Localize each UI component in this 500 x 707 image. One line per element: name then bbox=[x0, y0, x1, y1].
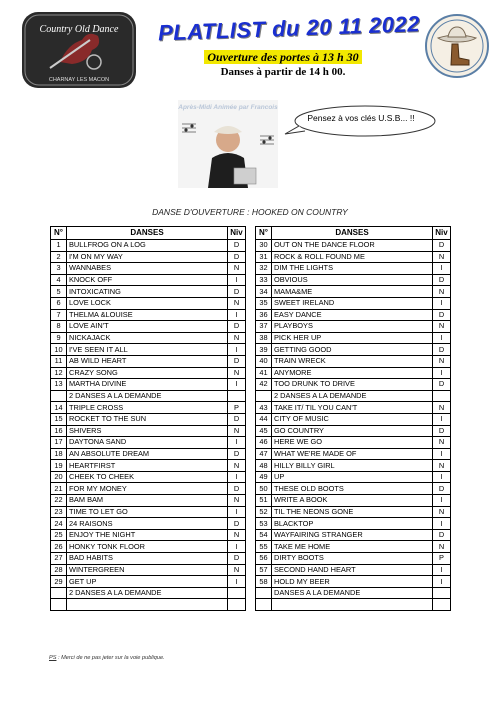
dance-name: WANNABES bbox=[67, 263, 228, 275]
dance-level: N bbox=[433, 460, 451, 472]
table-row bbox=[256, 263, 451, 275]
dance-name: BAM BAM bbox=[67, 495, 228, 507]
dance-number: 34 bbox=[256, 286, 272, 298]
dance-name: TAKE IT/ TIL YOU CAN'T bbox=[272, 402, 433, 414]
dance-level: N bbox=[228, 529, 246, 541]
dance-level: D bbox=[228, 251, 246, 263]
dance-number: 56 bbox=[256, 553, 272, 565]
dance-name: EASY DANCE bbox=[272, 309, 433, 321]
dance-level: N bbox=[433, 506, 451, 518]
dance-name: FOR MY MONEY bbox=[67, 483, 228, 495]
table-row bbox=[256, 402, 451, 414]
bubble-text: Pensez à vos clés U.S.B... !! bbox=[307, 113, 415, 123]
dance-number: 5 bbox=[51, 286, 67, 298]
dance-number: 6 bbox=[51, 297, 67, 309]
dance-level: N bbox=[228, 495, 246, 507]
dance-name: ROCKET TO THE SUN bbox=[67, 413, 228, 425]
logo-title: Country Old Dance bbox=[39, 24, 119, 35]
dance-level bbox=[433, 599, 451, 611]
dance-level: D bbox=[228, 413, 246, 425]
dance-number: 31 bbox=[256, 251, 272, 263]
dance-name: CHEEK TO CHEEK bbox=[67, 471, 228, 483]
table-row bbox=[256, 587, 451, 599]
table-row bbox=[256, 495, 451, 507]
dance-number: 54 bbox=[256, 529, 272, 541]
table-row bbox=[256, 425, 451, 437]
dance-name: GETTING GOOD bbox=[272, 344, 433, 356]
dance-level: I bbox=[433, 448, 451, 460]
dance-number: 49 bbox=[256, 471, 272, 483]
dance-number: 25 bbox=[51, 529, 67, 541]
dance-name: PICK HER UP bbox=[272, 332, 433, 344]
table-row bbox=[256, 274, 451, 286]
dance-name: WINTERGREEN bbox=[67, 564, 228, 576]
table-row bbox=[51, 471, 246, 483]
table-row bbox=[256, 297, 451, 309]
dance-number: 51 bbox=[256, 495, 272, 507]
table-row bbox=[51, 240, 246, 252]
dance-number: 53 bbox=[256, 518, 272, 530]
table-row bbox=[51, 309, 246, 321]
table-header bbox=[256, 227, 451, 240]
dance-number: 40 bbox=[256, 355, 272, 367]
table-row bbox=[256, 390, 451, 402]
table-row bbox=[256, 367, 451, 379]
dance-number: 4 bbox=[51, 274, 67, 286]
dance-number: 1 bbox=[51, 240, 67, 252]
dance-number: 2 bbox=[51, 251, 67, 263]
dance-name: TOO DRUNK TO DRIVE bbox=[272, 379, 433, 391]
dance-level: D bbox=[433, 344, 451, 356]
dance-level: I bbox=[433, 332, 451, 344]
dance-level: I bbox=[433, 413, 451, 425]
dance-number: 23 bbox=[51, 506, 67, 518]
table-row bbox=[256, 471, 451, 483]
dance-name: ANYMORE bbox=[272, 367, 433, 379]
dance-number: 45 bbox=[256, 425, 272, 437]
dance-name: NICKAJACK bbox=[67, 332, 228, 344]
dance-name: DANSES A LA DEMANDE bbox=[272, 587, 433, 599]
dance-name: WRITE A BOOK bbox=[272, 495, 433, 507]
dance-name: ENJOY THE NIGHT bbox=[67, 529, 228, 541]
dance-level: I bbox=[228, 576, 246, 588]
dance-level: I bbox=[228, 274, 246, 286]
dance-level: N bbox=[433, 402, 451, 414]
dance-level: D bbox=[228, 483, 246, 495]
num-header: N° bbox=[51, 227, 67, 240]
dance-name: CRAZY SONG bbox=[67, 367, 228, 379]
dance-name: AN ABSOLUTE DREAM bbox=[67, 448, 228, 460]
playlist-table-right bbox=[255, 226, 451, 611]
table-row bbox=[51, 286, 246, 298]
dance-level: D bbox=[433, 379, 451, 391]
dance-number: 43 bbox=[256, 402, 272, 414]
table-row bbox=[256, 321, 451, 333]
table-row bbox=[256, 251, 451, 263]
dance-number: 37 bbox=[256, 321, 272, 333]
table-row bbox=[256, 379, 451, 391]
dance-name: ROCK & ROLL FOUND ME bbox=[272, 251, 433, 263]
footnote-text: : Merci de ne pas jeter sur la voie publique. bbox=[56, 655, 165, 661]
dance-number: 38 bbox=[256, 332, 272, 344]
dance-number bbox=[256, 390, 272, 402]
dance-number: 29 bbox=[51, 576, 67, 588]
dance-name: 2 DANSES A LA DEMANDE bbox=[67, 587, 228, 599]
dance-number: 3 bbox=[51, 263, 67, 275]
dance-number: 11 bbox=[51, 355, 67, 367]
dance-name: KNOCK OFF bbox=[67, 274, 228, 286]
table-row bbox=[51, 564, 246, 576]
dance-name: OUT ON THE DANCE FLOOR bbox=[272, 240, 433, 252]
dance-number: 52 bbox=[256, 506, 272, 518]
dance-number: 27 bbox=[51, 553, 67, 565]
dance-level: N bbox=[228, 263, 246, 275]
dance-level: I bbox=[228, 344, 246, 356]
table-row bbox=[256, 460, 451, 472]
dance-level bbox=[228, 599, 246, 611]
dance-level: I bbox=[228, 379, 246, 391]
dance-level: D bbox=[228, 355, 246, 367]
dance-name: TAKE ME HOME bbox=[272, 541, 433, 553]
dj-photo bbox=[178, 100, 278, 188]
dance-number: 55 bbox=[256, 541, 272, 553]
table-row bbox=[256, 332, 451, 344]
table-row bbox=[51, 344, 246, 356]
table-row bbox=[51, 576, 246, 588]
dance-level: D bbox=[433, 529, 451, 541]
table-row bbox=[51, 413, 246, 425]
footnote-label: PS bbox=[49, 655, 57, 661]
dance-level: D bbox=[228, 518, 246, 530]
dance-level: I bbox=[433, 297, 451, 309]
doors-open-text: Ouverture des portes à 13 h 30 bbox=[204, 50, 361, 64]
dance-name: CITY OF MUSIC bbox=[272, 413, 433, 425]
dance-number: 14 bbox=[51, 402, 67, 414]
table-row bbox=[256, 344, 451, 356]
dance-number: 26 bbox=[51, 541, 67, 553]
table-row bbox=[51, 495, 246, 507]
dance-name: PLAYBOYS bbox=[272, 321, 433, 333]
table-row bbox=[256, 599, 451, 611]
dance-level: N bbox=[228, 297, 246, 309]
table-row bbox=[256, 576, 451, 588]
dance-name: SECOND HAND HEART bbox=[272, 564, 433, 576]
dance-level bbox=[433, 587, 451, 599]
logo-subtitle: CHARNAY LES MACON bbox=[48, 77, 110, 83]
table-row bbox=[51, 599, 246, 611]
dance-level: N bbox=[433, 286, 451, 298]
dance-name: DAYTONA SAND bbox=[67, 437, 228, 449]
dance-number: 13 bbox=[51, 379, 67, 391]
table-row bbox=[51, 390, 246, 402]
dance-number: 39 bbox=[256, 344, 272, 356]
dance-level: I bbox=[228, 471, 246, 483]
dance-number: 35 bbox=[256, 297, 272, 309]
table-row bbox=[51, 553, 246, 565]
dance-level bbox=[433, 390, 451, 402]
dance-level: D bbox=[228, 553, 246, 565]
dance-level: D bbox=[228, 321, 246, 333]
dance-name bbox=[272, 599, 433, 611]
table-row bbox=[256, 413, 451, 425]
dance-number bbox=[51, 599, 67, 611]
dance-level: P bbox=[228, 402, 246, 414]
dance-level: I bbox=[433, 564, 451, 576]
table-row bbox=[51, 425, 246, 437]
dance-name: TIL THE NEONS GONE bbox=[272, 506, 433, 518]
dance-level: I bbox=[433, 471, 451, 483]
dance-name: AB WILD HEART bbox=[67, 355, 228, 367]
dance-number: 50 bbox=[256, 483, 272, 495]
country-old-dance-logo bbox=[20, 10, 138, 90]
page-title: PLATLIST du 20 11 2022 bbox=[157, 11, 421, 46]
table-row bbox=[51, 274, 246, 286]
table-row bbox=[256, 286, 451, 298]
dance-level: D bbox=[433, 483, 451, 495]
dance-name: HOLD MY BEER bbox=[272, 576, 433, 588]
playlist-table-left bbox=[50, 226, 246, 611]
dance-header: DANSES bbox=[67, 227, 228, 240]
table-row bbox=[256, 437, 451, 449]
dance-name: UP bbox=[272, 471, 433, 483]
dance-number: 19 bbox=[51, 460, 67, 472]
table-row bbox=[51, 506, 246, 518]
dance-level: N bbox=[433, 355, 451, 367]
table-row bbox=[256, 553, 451, 565]
dance-number bbox=[256, 599, 272, 611]
dance-level: D bbox=[228, 240, 246, 252]
level-header: Niv bbox=[228, 227, 246, 240]
dance-level: I bbox=[433, 518, 451, 530]
table-row bbox=[256, 541, 451, 553]
dance-number: 33 bbox=[256, 274, 272, 286]
dance-level: N bbox=[433, 321, 451, 333]
dance-name: MARTHA DIVINE bbox=[67, 379, 228, 391]
dance-number: 42 bbox=[256, 379, 272, 391]
table-row bbox=[51, 379, 246, 391]
dance-name: WAYFAIRING STRANGER bbox=[272, 529, 433, 541]
dance-number: 48 bbox=[256, 460, 272, 472]
table-row bbox=[51, 321, 246, 333]
dance-name: OBVIOUS bbox=[272, 274, 433, 286]
dance-level: I bbox=[228, 437, 246, 449]
dance-name: GET UP bbox=[67, 576, 228, 588]
dance-number: 32 bbox=[256, 263, 272, 275]
dance-number: 8 bbox=[51, 321, 67, 333]
dance-name: SWEET IRELAND bbox=[272, 297, 433, 309]
dance-level: N bbox=[433, 251, 451, 263]
dance-number bbox=[256, 587, 272, 599]
dance-number: 30 bbox=[256, 240, 272, 252]
table-row bbox=[256, 355, 451, 367]
dance-name: HILLY BILLY GIRL bbox=[272, 460, 433, 472]
dance-number: 24 bbox=[51, 518, 67, 530]
dance-name: 24 RAISONS bbox=[67, 518, 228, 530]
dance-number: 46 bbox=[256, 437, 272, 449]
dance-number: 57 bbox=[256, 564, 272, 576]
photo-caption: Après-Midi Animée par Francois bbox=[178, 104, 278, 111]
dance-level: D bbox=[433, 240, 451, 252]
table-row bbox=[256, 240, 451, 252]
dance-number: 15 bbox=[51, 413, 67, 425]
dance-name: BULLFROG ON A LOG bbox=[67, 240, 228, 252]
table-row bbox=[51, 460, 246, 472]
cowboy-boot-logo bbox=[424, 12, 490, 80]
dance-level: I bbox=[433, 576, 451, 588]
table-row bbox=[51, 437, 246, 449]
dance-number bbox=[51, 587, 67, 599]
num-header: N° bbox=[256, 227, 272, 240]
dance-name: DIM THE LIGHTS bbox=[272, 263, 433, 275]
table-row bbox=[256, 483, 451, 495]
dance-number: 16 bbox=[51, 425, 67, 437]
dance-name: TIME TO LET GO bbox=[67, 506, 228, 518]
dance-number: 21 bbox=[51, 483, 67, 495]
dance-number bbox=[51, 390, 67, 402]
dance-number: 17 bbox=[51, 437, 67, 449]
dance-number: 7 bbox=[51, 309, 67, 321]
dance-number: 18 bbox=[51, 448, 67, 460]
dance-name: WHAT WE'RE MADE OF bbox=[272, 448, 433, 460]
dance-name: LOVE LOCK bbox=[67, 297, 228, 309]
dance-level: P bbox=[433, 553, 451, 565]
dance-level: D bbox=[433, 309, 451, 321]
table-row bbox=[51, 483, 246, 495]
doors-open-time bbox=[158, 50, 408, 65]
dance-level: N bbox=[228, 564, 246, 576]
dance-level: I bbox=[228, 309, 246, 321]
dance-name: LOVE AIN'T bbox=[67, 321, 228, 333]
table-row bbox=[51, 518, 246, 530]
dance-number: 10 bbox=[51, 344, 67, 356]
table-row bbox=[51, 297, 246, 309]
dance-level bbox=[228, 390, 246, 402]
table-row bbox=[51, 541, 246, 553]
dance-name: HEARTFIRST bbox=[67, 460, 228, 472]
table-row bbox=[51, 263, 246, 275]
table-row bbox=[51, 529, 246, 541]
dance-number: 47 bbox=[256, 448, 272, 460]
dance-level: N bbox=[228, 332, 246, 344]
dance-name bbox=[67, 599, 228, 611]
dance-name: SHIVERS bbox=[67, 425, 228, 437]
dance-name: BLACKTOP bbox=[272, 518, 433, 530]
dance-level: N bbox=[433, 541, 451, 553]
dance-level: D bbox=[433, 425, 451, 437]
table-row bbox=[51, 402, 246, 414]
level-header: Niv bbox=[433, 227, 451, 240]
dance-level: N bbox=[228, 367, 246, 379]
footnote bbox=[49, 655, 165, 661]
table-row bbox=[256, 518, 451, 530]
dance-number: 28 bbox=[51, 564, 67, 576]
dance-name: MAMA&ME bbox=[272, 286, 433, 298]
dance-name: TRIPLE CROSS bbox=[67, 402, 228, 414]
dance-number: 9 bbox=[51, 332, 67, 344]
dance-name: GO COUNTRY bbox=[272, 425, 433, 437]
table-row bbox=[51, 587, 246, 599]
dance-level: I bbox=[433, 367, 451, 379]
table-row bbox=[256, 529, 451, 541]
dance-level: N bbox=[228, 425, 246, 437]
table-row bbox=[51, 448, 246, 460]
dance-name: INTOXICATING bbox=[67, 286, 228, 298]
table-row bbox=[256, 309, 451, 321]
dance-number: 12 bbox=[51, 367, 67, 379]
dance-header: DANSES bbox=[272, 227, 433, 240]
dance-number: 58 bbox=[256, 576, 272, 588]
dance-number: 20 bbox=[51, 471, 67, 483]
table-row bbox=[51, 355, 246, 367]
dance-level: N bbox=[433, 437, 451, 449]
dance-number: 22 bbox=[51, 495, 67, 507]
table-row bbox=[256, 506, 451, 518]
dance-name: THELMA &LOUISE bbox=[67, 309, 228, 321]
dance-level: I bbox=[228, 541, 246, 553]
dance-level: I bbox=[433, 495, 451, 507]
dance-level: I bbox=[433, 263, 451, 275]
dance-level: D bbox=[228, 448, 246, 460]
dance-name: TRAIN WRECK bbox=[272, 355, 433, 367]
dance-name: THESE OLD BOOTS bbox=[272, 483, 433, 495]
dances-start-time: Danses à partir de 14 h 00. bbox=[220, 66, 346, 78]
table-row bbox=[256, 564, 451, 576]
dance-level: D bbox=[433, 274, 451, 286]
dance-name: I'M ON MY WAY bbox=[67, 251, 228, 263]
table-row bbox=[51, 251, 246, 263]
dance-name: HERE WE GO bbox=[272, 437, 433, 449]
opening-dance: DANSE D'OUVERTURE : HOOKED ON COUNTRY bbox=[152, 207, 348, 217]
dance-number: 41 bbox=[256, 367, 272, 379]
table-row bbox=[51, 332, 246, 344]
dance-level: N bbox=[228, 460, 246, 472]
dance-name: 2 DANSES A LA DEMANDE bbox=[272, 390, 433, 402]
dance-name: I'VE SEEN IT ALL bbox=[67, 344, 228, 356]
table-row bbox=[256, 448, 451, 460]
dance-level bbox=[228, 587, 246, 599]
dance-level: D bbox=[228, 286, 246, 298]
table-row bbox=[51, 367, 246, 379]
dance-name: HONKY TONK FLOOR bbox=[67, 541, 228, 553]
dance-name: 2 DANSES A LA DEMANDE bbox=[67, 390, 228, 402]
dance-number: 44 bbox=[256, 413, 272, 425]
dance-number: 36 bbox=[256, 309, 272, 321]
dance-name: BAD HABITS bbox=[67, 553, 228, 565]
dance-name: DIRTY BOOTS bbox=[272, 553, 433, 565]
dance-level: I bbox=[228, 506, 246, 518]
table-header bbox=[51, 227, 246, 240]
